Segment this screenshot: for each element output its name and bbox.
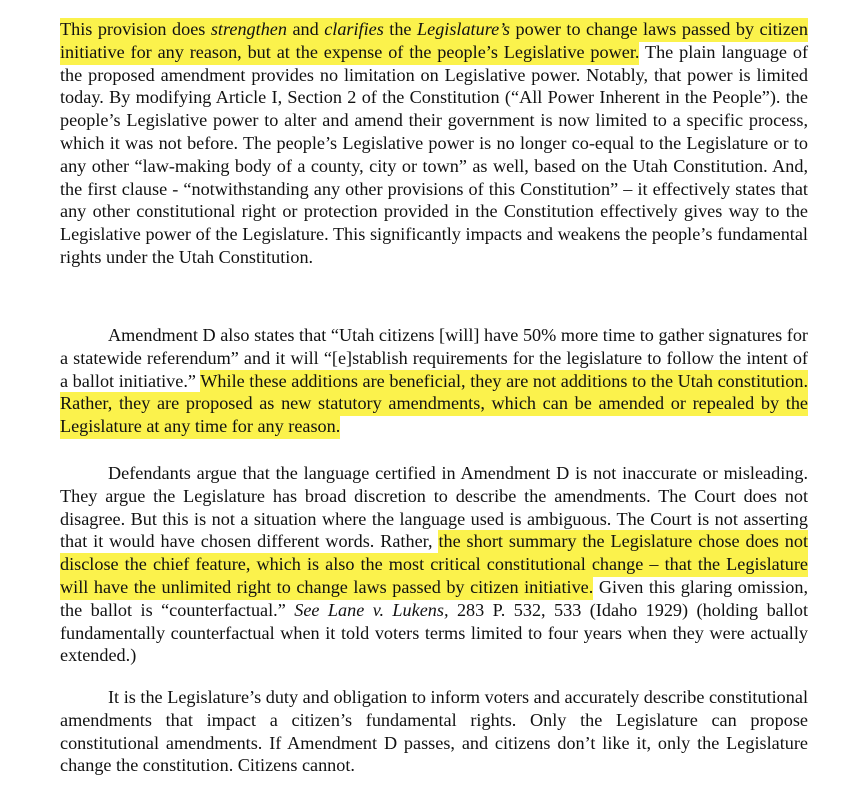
text-run: Amendment D also states that “Utah citizens [will] have 50% more time to gather signatures for a statewide referendum” and it will “[e]stablish requirements for the legislature to follow the intent of a ballot initiative.”	[60, 325, 808, 391]
italic-text: strengthen	[210, 19, 287, 39]
text-run: This provision does	[60, 19, 211, 39]
italic-text: Legislature’s	[417, 19, 510, 39]
highlighted-text: While these additions are beneficial, they are not additions to the Utah constitution. Rather, they are proposed as new statutory amendments, which can be amended or repealed by the Legislature at any time for any reason.	[60, 370, 808, 440]
text-run: 283 P. 532, 533 (Idaho 1929) (holding ballot fundamentally counterfactual when it told voters terms limited to four years when they were actually extended.)	[60, 599, 808, 666]
text-run: The plain language of the proposed amendment provides no limitation on Legislative power. Notably, that power is limited today. By modifying Article I, Section 2 of the Constitution (“All Power Inherent in the People”). the people’s Legislative power to alter and amend their government is now limited to a specific process, which it was not before. The people’s Legislative power is no longer co-equal to the Legislature or to any other “law-making body of a county, city or town” as well, based on the Utah Constitution. And, the first clause - “notwithstanding any other provisions of this Constitution” – it effectively states that any other constitutional right or protection provided in the Constitution effectively gives way to the Legislative power of the Legislature. This significantly impacts and weakens the people’s fundamental rights under the Utah Constitution.	[60, 41, 808, 267]
text-run: Given this glaring omission, the ballot is “counterfactual.”	[60, 576, 808, 620]
paragraph-1	[60, 18, 808, 269]
text-run: and	[286, 19, 325, 39]
text-run: the	[383, 19, 417, 39]
text-run: Defendants argue that the language certified in Amendment D is not inaccurate or misleading. They argue the Legislature has broad discretion to describe the amendments. The Court does not disagree. But this is not a situation where the language used is ambiguous. The Court is not asserting that it would have chosen different words. Rather,	[60, 463, 808, 552]
paragraph-3	[60, 462, 808, 667]
case-citation: See Lane v. Lukens,	[294, 599, 449, 620]
paragraph-4	[60, 686, 808, 777]
highlighted-text: the short summary the Legislature chose does not disclose the chief feature, which is also the most critical constitutional change – that the Legislature will have the unlimited right to change laws passed by citizen initiative.	[60, 530, 808, 600]
italic-text: clarifies	[324, 19, 384, 39]
paragraph-2	[60, 324, 808, 438]
text-run: power to change laws passed by citizen initiative for any reason, but at the expense of the people’s Legislative power.	[60, 19, 808, 62]
text-run: It is the Legislature’s duty and obligation to inform voters and accurately describe constitutional amendments that impact a citizen’s fundamental rights. Only the Legislature can propose constitutional amendments. If Amendment D passes, and citizens don’t like it, only the Legislature change the constitution. Citizens cannot.	[60, 687, 808, 776]
